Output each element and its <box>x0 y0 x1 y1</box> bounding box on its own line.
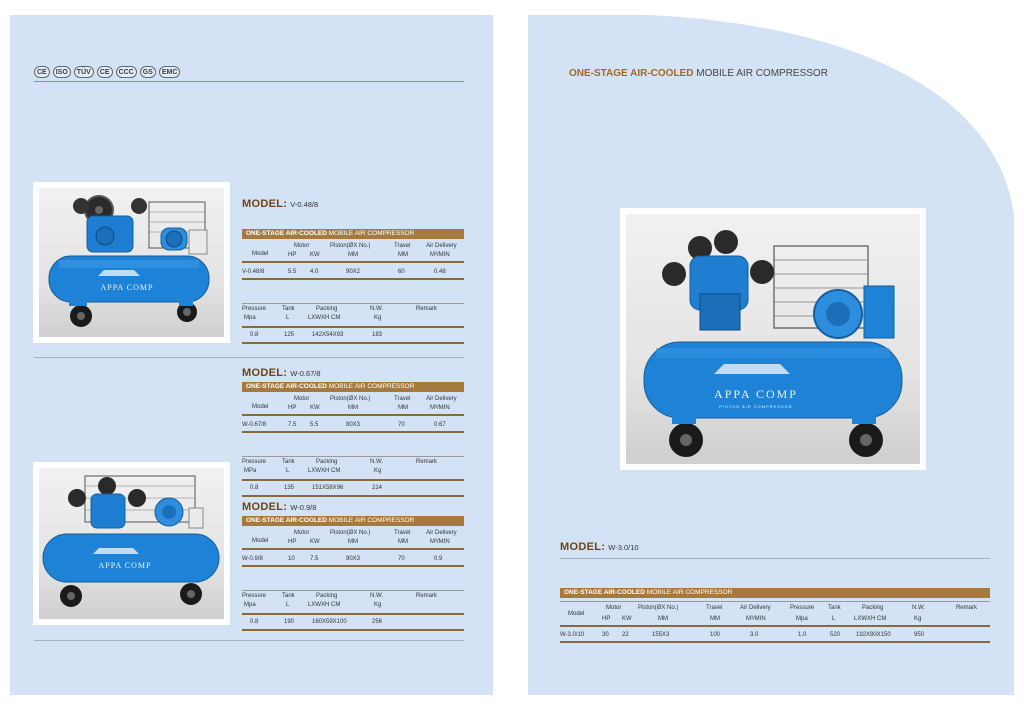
kw-unit: KW <box>310 539 320 545</box>
tank-unit: L <box>286 468 290 474</box>
remark-header: Remark <box>416 593 438 599</box>
packing-value: 160X59X100 <box>312 619 347 625</box>
certification-logo: TÜV <box>74 66 94 78</box>
compressor-illustration <box>626 214 920 464</box>
model-title <box>242 501 316 513</box>
kw-unit: KW <box>310 405 320 411</box>
travel-header: Travel <box>394 243 411 249</box>
air-unit: M³/MIN <box>430 539 450 545</box>
section-divider <box>34 640 464 641</box>
svg-text:APPA COMP: APPA COMP <box>100 283 154 292</box>
pressure-value: 1.0 <box>798 632 807 638</box>
piston-unit: MM <box>348 405 358 411</box>
travel-header: Travel <box>394 530 411 536</box>
hp-unit: HP <box>288 539 297 545</box>
model-value-cell: W-0.9/8 <box>242 556 263 562</box>
model-header: Model <box>252 538 269 544</box>
tank-header: Tank <box>828 605 841 611</box>
packing-unit: LXWXH CM <box>854 616 887 622</box>
model-spec-block <box>242 367 464 497</box>
remark-header: Remark <box>416 459 438 465</box>
hp-value: 7.5 <box>288 422 297 428</box>
pressure-value: 0.8 <box>250 485 259 491</box>
pressure-header: Pressure <box>790 605 815 611</box>
table-rule <box>560 625 990 627</box>
travel-unit: MM <box>710 616 720 622</box>
section-divider <box>34 357 464 358</box>
bar-normal: MOBILE AIR COMPRESSOR <box>328 383 415 390</box>
spec-header-bar <box>242 516 464 526</box>
piston-header: Piston(ØX No.) <box>638 605 679 611</box>
pressure-value: 0.8 <box>250 332 259 338</box>
travel-unit: MM <box>398 405 408 411</box>
model-value: W-3.0/10 <box>608 543 639 552</box>
brand-sub: PISTON AIR COMPRESSOR <box>719 404 793 409</box>
pressure-unit: MPa <box>244 468 257 474</box>
compressor-photo-w09 <box>33 462 230 625</box>
photo-frame <box>626 214 920 464</box>
tank-unit: L <box>832 616 836 622</box>
pressure-header: Pressure <box>242 459 267 465</box>
table-rule <box>242 414 464 416</box>
hp-value: 5.5 <box>288 269 297 275</box>
kw-unit: KW <box>622 616 632 622</box>
pressure-unit: Mpa <box>244 602 256 608</box>
table-rule <box>242 278 464 280</box>
remark-header: Remark <box>956 605 978 611</box>
model-title-w30 <box>560 541 639 553</box>
air-delivery-header: Air Delivery <box>740 605 771 611</box>
air-value: 0.48 <box>434 269 446 275</box>
model-label: MODEL: <box>242 367 288 379</box>
bar-bold: ONE-STAGE AIR-COOLED <box>246 517 327 524</box>
spec-header-bar <box>242 382 464 392</box>
model-header: Model <box>568 611 585 617</box>
air-unit: M³/MIN <box>746 616 766 622</box>
table-rule <box>242 261 464 263</box>
spec-table <box>242 395 464 491</box>
table-rule <box>242 495 464 497</box>
piston-value: 155X3 <box>652 632 670 638</box>
nw-unit: Kg <box>914 616 922 622</box>
packing-value: 192X80X150 <box>856 632 891 638</box>
nw-unit: Kg <box>374 468 382 474</box>
bar-normal: MOBILE AIR COMPRESSOR <box>328 517 415 524</box>
kw-value: 22 <box>622 632 629 638</box>
travel-header: Travel <box>706 605 723 611</box>
model-value: W-0.67/8 <box>290 369 321 378</box>
bar-normal: MOBILE AIR COMPRESSOR <box>646 589 733 596</box>
compressor-illustration <box>39 188 224 337</box>
nw-header: N.W. <box>370 593 383 599</box>
title-normal: MOBILE AIR COMPRESSOR <box>696 68 828 79</box>
certification-logo: CE <box>34 66 50 78</box>
piston-unit: MM <box>348 252 358 258</box>
air-value: 3.0 <box>750 632 759 638</box>
tank-value: 125 <box>284 332 295 338</box>
nw-header: N.W. <box>370 459 383 465</box>
pressure-header: Pressure <box>242 593 267 599</box>
table-rule <box>242 590 464 591</box>
pressure-unit: Mpa <box>244 315 256 321</box>
brand-name: APPA COMP <box>714 387 798 401</box>
air-unit: M³/MIN <box>430 252 450 258</box>
remark-header: Remark <box>416 306 438 312</box>
bar-bold: ONE-STAGE AIR-COOLED <box>246 383 327 390</box>
packing-unit: LXWXH CM <box>308 602 341 608</box>
model-label: MODEL: <box>560 541 606 553</box>
table-rule <box>242 613 464 615</box>
title-bold: ONE-STAGE AIR-COOLED <box>569 68 694 79</box>
travel-value: 70 <box>398 556 405 562</box>
model-spec-block <box>242 501 464 631</box>
travel-unit: MM <box>398 252 408 258</box>
hp-value: 10 <box>288 556 295 562</box>
table-rule <box>242 548 464 550</box>
tank-unit: L <box>286 315 290 321</box>
travel-value: 60 <box>398 269 405 275</box>
nw-value: 256 <box>372 619 383 625</box>
section-divider <box>560 558 990 559</box>
travel-value: 70 <box>398 422 405 428</box>
certification-logo: GS <box>140 66 156 78</box>
hp-unit: HP <box>602 616 611 622</box>
model-title <box>242 367 321 379</box>
table-rule <box>242 303 464 304</box>
compressor-photo-v048 <box>33 182 230 343</box>
hp-unit: HP <box>288 252 297 258</box>
pressure-value: 0.8 <box>250 619 259 625</box>
air-value: 0.9 <box>434 556 443 562</box>
piston-value: 90X2 <box>346 269 361 275</box>
pressure-unit: Mpa <box>796 616 808 622</box>
model-title <box>242 198 318 210</box>
piston-value: 90X3 <box>346 556 361 562</box>
nw-value: 214 <box>372 485 383 491</box>
model-label: MODEL: <box>242 198 288 210</box>
packing-header: Packing <box>316 593 338 599</box>
piston-header: Piston(ØX No.) <box>330 243 371 249</box>
packing-unit: LXWXH CM <box>308 468 341 474</box>
spec-table <box>242 242 464 338</box>
nw-unit: Kg <box>374 315 382 321</box>
piston-header: Piston(ØX No.) <box>330 530 371 536</box>
bar-normal: MOBILE AIR COMPRESSOR <box>328 230 415 237</box>
tank-value: 520 <box>830 632 841 638</box>
piston-header: Piston(ØX No.) <box>330 396 371 402</box>
nw-unit: Kg <box>374 602 382 608</box>
travel-value: 100 <box>710 632 721 638</box>
kw-value: 4.0 <box>310 269 319 275</box>
hp-value: 30 <box>602 632 609 638</box>
table-rule <box>560 641 990 643</box>
packing-header: Packing <box>862 605 884 611</box>
travel-header: Travel <box>394 396 411 402</box>
model-value-cell: W-3.0/10 <box>560 632 585 638</box>
pressure-header: Pressure <box>242 306 267 312</box>
packing-header: Packing <box>316 306 338 312</box>
model-value: W-0.9/8 <box>290 503 317 512</box>
model-value-cell: W-0.67/8 <box>242 422 267 428</box>
air-delivery-header: Air Delivery <box>426 243 457 249</box>
model-spec-table-w30 <box>560 588 990 648</box>
table-rule <box>242 629 464 631</box>
kw-unit: KW <box>310 252 320 258</box>
kw-value: 7.5 <box>310 556 319 562</box>
nw-header: N.W. <box>370 306 383 312</box>
tank-header: Tank <box>282 593 295 599</box>
packing-unit: LXWXH CM <box>308 315 341 321</box>
right-page-title <box>569 68 828 79</box>
tank-unit: L <box>286 602 290 608</box>
air-delivery-header: Air Delivery <box>426 396 457 402</box>
certification-logo: EMC <box>159 66 181 78</box>
spec-table <box>242 529 464 625</box>
certification-logo: CCC <box>116 66 137 78</box>
model-value-cell: V-0.48/8 <box>242 269 265 275</box>
tank-header: Tank <box>282 306 295 312</box>
compressor-photo-w30 <box>620 208 926 470</box>
packing-header: Packing <box>316 459 338 465</box>
tank-header: Tank <box>282 459 295 465</box>
table-rule <box>242 479 464 481</box>
table-rule <box>242 456 464 457</box>
compressor-illustration <box>39 468 224 619</box>
table-rule <box>560 601 990 602</box>
model-label: MODEL: <box>242 501 288 513</box>
nw-value: 183 <box>372 332 383 338</box>
bar-bold: ONE-STAGE AIR-COOLED <box>246 230 327 237</box>
table-rule <box>242 565 464 567</box>
nw-value: 950 <box>914 632 925 638</box>
model-header: Model <box>252 251 269 257</box>
certification-logos <box>34 64 180 80</box>
photo-frame <box>39 188 224 337</box>
travel-unit: MM <box>398 539 408 545</box>
packing-value: 142X54X93 <box>312 332 344 338</box>
tank-value: 135 <box>284 485 295 491</box>
page-corner-curve <box>528 15 1014 215</box>
air-unit: M³/MIN <box>430 405 450 411</box>
table-rule <box>242 326 464 328</box>
spec-header-bar <box>242 229 464 239</box>
packing-value: 151X58X96 <box>312 485 344 491</box>
tank-value: 190 <box>284 619 295 625</box>
certification-logo: ISO <box>53 66 71 78</box>
photo-frame <box>39 468 224 619</box>
motor-header: Motor <box>294 243 310 249</box>
kw-value: 5.5 <box>310 422 319 428</box>
header-divider <box>34 81 464 82</box>
piston-unit: MM <box>348 539 358 545</box>
piston-value: 80X3 <box>346 422 361 428</box>
hp-unit: HP <box>288 405 297 411</box>
motor-header: Motor <box>294 396 310 402</box>
table-rule <box>242 342 464 344</box>
nw-header: N.W. <box>912 605 925 611</box>
air-delivery-header: Air Delivery <box>426 530 457 536</box>
motor-header: Motor <box>294 530 310 536</box>
model-spec-block <box>242 198 464 348</box>
air-value: 0.67 <box>434 422 446 428</box>
table-rule <box>242 431 464 433</box>
model-header: Model <box>252 404 269 410</box>
motor-header: Motor <box>606 605 622 611</box>
model-value: V-0.48/8 <box>290 200 319 209</box>
piston-unit: MM <box>658 616 668 622</box>
spec-header-bar <box>560 588 990 598</box>
certification-logo: CE <box>97 66 113 78</box>
bar-bold: ONE-STAGE AIR-COOLED <box>564 589 645 596</box>
svg-text:APPA COMP: APPA COMP <box>98 561 152 570</box>
